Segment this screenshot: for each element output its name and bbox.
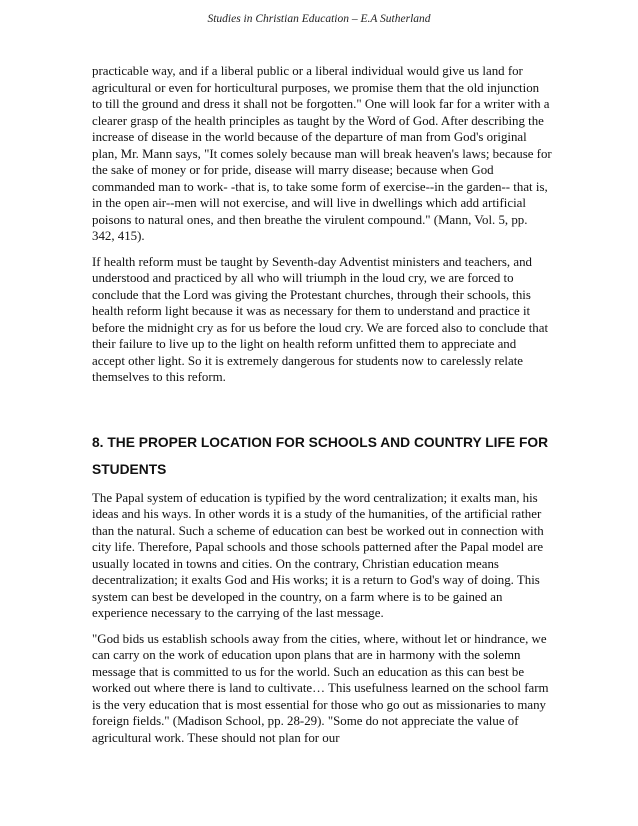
- page-body: [92, 63, 552, 755]
- body-paragraph-3: The Papal system of education is typified by the word centralization; it exalts man, his ideas and his ways. In other words it is a study of the humanities, of the artificial rather than the natural. Such a scheme of education can best be worked out in connection with city life. Therefore, Papal schools and those schools patterned after the Papal model are usually located in towns and cities. On the contrary, Christian education means decentralization; it exalts God and His works; it is a return to God's way of doing. This system can best be developed in the country, on a farm where is to be gained an experience necessary to the carrying of the last message.: [92, 490, 544, 620]
- chapter-heading: 8. THE PROPER LOCATION FOR SCHOOLS AND COUNTRY LIFE FOR STUDENTS: [92, 434, 549, 477]
- body-paragraph-2: If health reform must be taught by Seventh-day Adventist ministers and teachers, and understood and practiced by all who will triumph in the loud cry, we are forced to conclude that the Lord was giving the Protestant churches, through their schools, this health reform light because it was as necessary for them to understand and practice it before the midnight cry as for us before the loud cry. We are forced also to conclude that their failure to live up to the light on health reform unfitted them to appreciate and accept other light. So it is extremely dangerous for students now to carelessly relate themselves to this reform.: [92, 254, 549, 384]
- running-header: Studies in Christian Education – E.A Sutherland: [207, 13, 431, 25]
- body-paragraph-4: "God bids us establish schools away from the cities, where, without let or hindrance, we can carry on the work of education upon plans that are in harmony with the solemn message that is committed to us for the world. Such an education as this can best be worked out where there is land to cultivate… This usefulness learned on the school farm is the very education that is most essential for those who go out as missionaries to many foreign fields." (Madison School, pp. 28-29). "Some do not appreciate the value of agricultural work. These should not plan for our: [92, 631, 549, 745]
- body-paragraph-1: practicable way, and if a liberal public or a liberal individual would give us land for agricultural or even for horticultural purposes, we promise them that the old injunction to till the ground and dress it shall not be forgotten." One will look far for a writer with a clearer grasp of the health principles as taught by the Word of God. After describing the increase of disease in the world because of the departure of man from God's original plan, Mr. Mann says, "It comes solely because man will break heaven's laws; because for the sake of money or for pride, disease will marry disease; because when God commanded man to work- -that is, to take some form of exercise--in the garden-- that is, in the open air--men will not exercise, and will live in dwellings which add artificial poisons to natural ones, and then breathe the virulent compound." (Mann, Vol. 5, pp. 342, 415).: [92, 64, 552, 243]
